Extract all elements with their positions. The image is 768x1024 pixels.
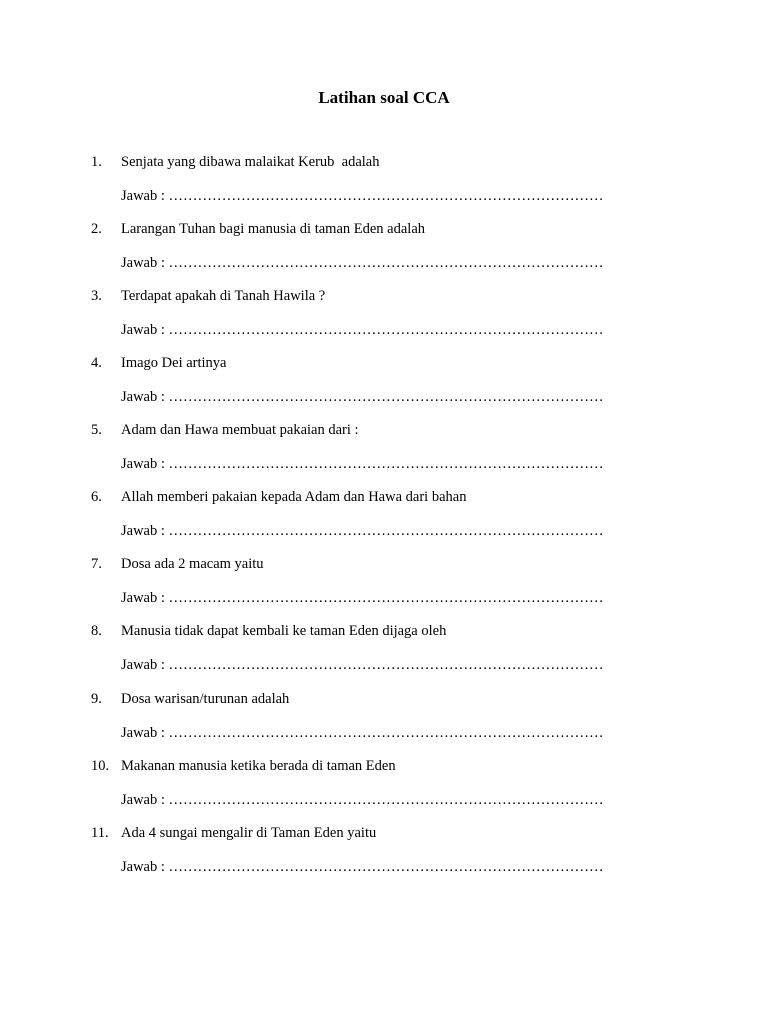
- answer-line: Jawab : ………………………………………………………………………………: [121, 322, 604, 338]
- answer-line: Jawab : ………………………………………………………………………………: [121, 590, 604, 606]
- question-number: 7.: [91, 556, 102, 572]
- question-number: 9.: [91, 691, 102, 707]
- question-number: 11.: [91, 825, 109, 841]
- answer-line: Jawab : ………………………………………………………………………………: [121, 792, 604, 808]
- question-item: [0, 824, 768, 884]
- question-item: [0, 287, 768, 347]
- question-text: Makanan manusia ketika berada di taman Eden: [121, 758, 396, 774]
- question-text: Adam dan Hawa membuat pakaian dari :: [121, 422, 359, 438]
- answer-line: Jawab : ………………………………………………………………………………: [121, 255, 604, 271]
- question-number: 3.: [91, 288, 102, 304]
- question-text: Imago Dei artinya: [121, 355, 227, 371]
- question-text: Dosa ada 2 macam yaitu: [121, 556, 264, 572]
- question-item: [0, 421, 768, 481]
- question-text: Terdapat apakah di Tanah Hawila ?: [121, 288, 326, 304]
- page-title: Latihan soal CCA: [318, 88, 450, 107]
- answer-line: Jawab : ………………………………………………………………………………: [121, 389, 604, 405]
- answer-line: Jawab : ………………………………………………………………………………: [121, 456, 604, 472]
- question-text: Allah memberi pakaian kepada Adam dan Hawa dari bahan: [121, 489, 467, 505]
- question-text: Manusia tidak dapat kembali ke taman Eden dijaga oleh: [121, 623, 447, 639]
- question-text: Ada 4 sungai mengalir di Taman Eden yaitu: [121, 825, 377, 841]
- question-item: [0, 555, 768, 615]
- question-item: [0, 690, 768, 750]
- question-number: 8.: [91, 623, 102, 639]
- answer-line: Jawab : ………………………………………………………………………………: [121, 859, 604, 875]
- question-item: [0, 488, 768, 548]
- question-number: 2.: [91, 221, 102, 237]
- question-number: 10.: [91, 758, 110, 774]
- question-number: 1.: [91, 154, 102, 170]
- question-item: [0, 757, 768, 817]
- question-text: Senjata yang dibawa malaikat Kerub adalah: [121, 154, 380, 170]
- answer-line: Jawab : ………………………………………………………………………………: [121, 725, 604, 741]
- question-number: 4.: [91, 355, 102, 371]
- question-number: 6.: [91, 489, 102, 505]
- question-text: Larangan Tuhan bagi manusia di taman Eden adalah: [121, 221, 426, 237]
- question-number: 5.: [91, 422, 102, 438]
- question-text: Dosa warisan/turunan adalah: [121, 691, 290, 707]
- question-item: [0, 153, 768, 213]
- question-item: [0, 220, 768, 280]
- question-item: [0, 622, 768, 682]
- answer-line: Jawab : ………………………………………………………………………………: [121, 523, 604, 539]
- question-item: [0, 354, 768, 414]
- answer-line: Jawab : ………………………………………………………………………………: [121, 188, 604, 204]
- answer-line: Jawab : ………………………………………………………………………………: [121, 657, 604, 673]
